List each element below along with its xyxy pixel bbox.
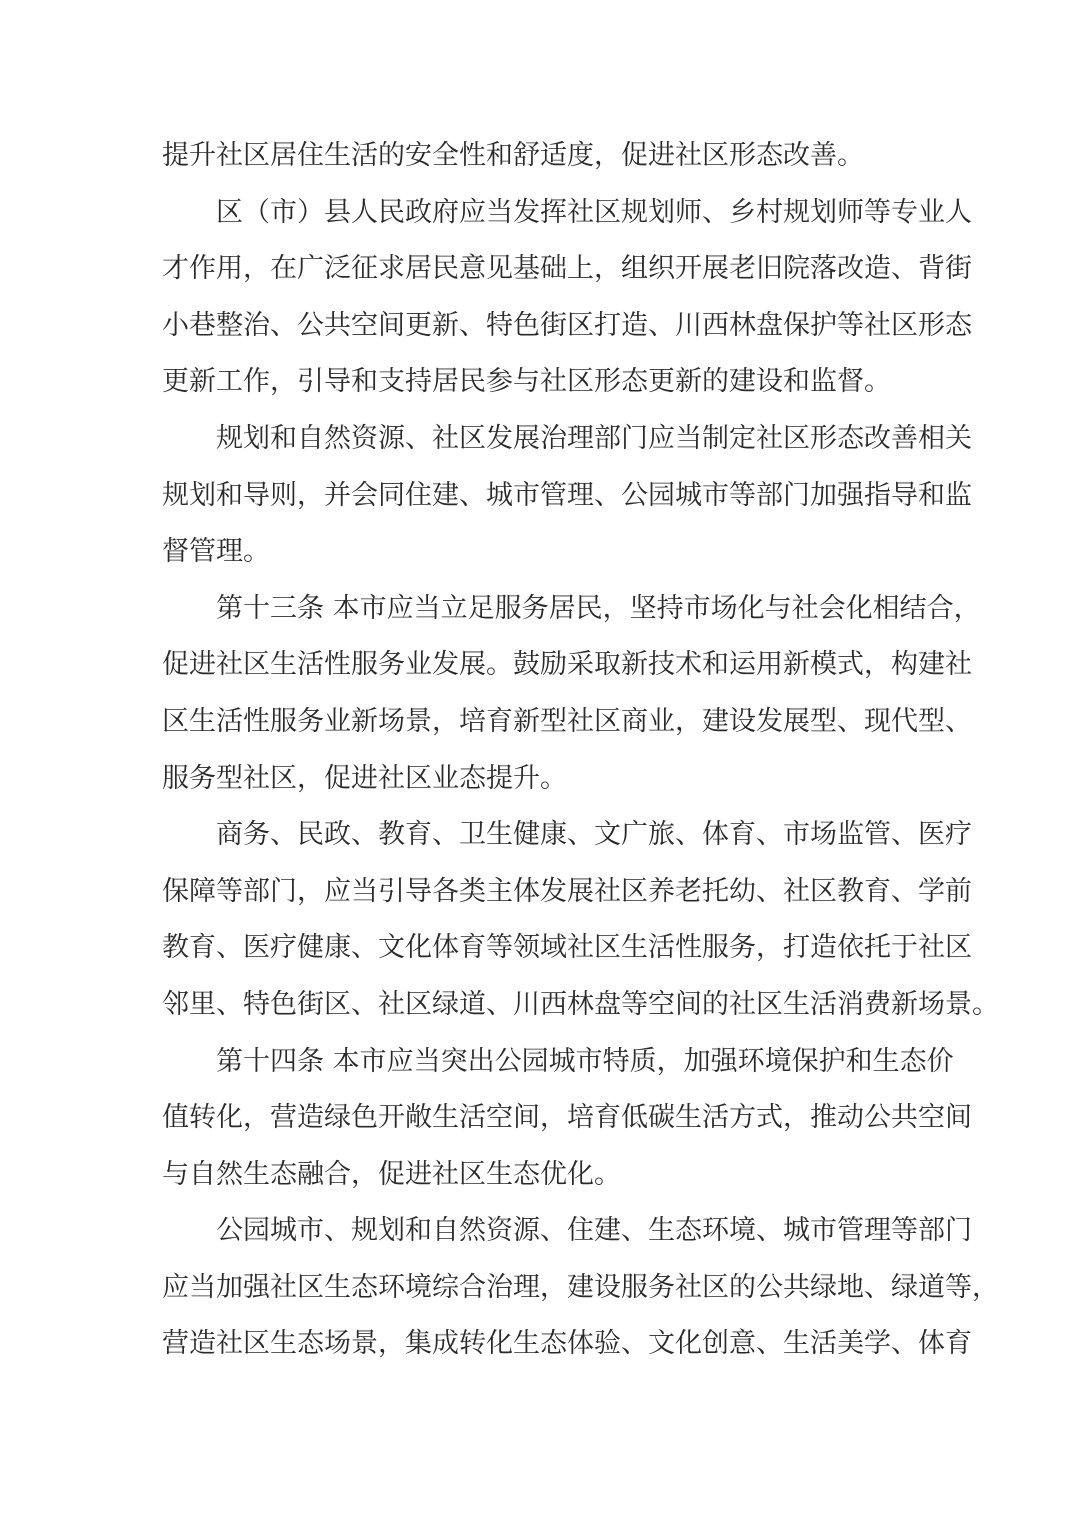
article-13-line: 第十三条 本市应当立足服务居民，坚持市场化与社会化相结合，	[216, 592, 981, 624]
text-line: 促进社区生活性服务业发展。鼓励采取新技术和运用新模式，构建社	[162, 649, 972, 681]
text-line: 更新工作，引导和支持居民参与社区形态更新的建设和监督。	[162, 366, 891, 398]
text-line: 才作用，在广泛征求居民意见基础上，组织开展老旧院落改造、背街	[162, 253, 972, 285]
text-line: 邻里、特色街区、社区绿道、川西林盘等空间的社区生活消费新场景。	[162, 988, 999, 1020]
text-line: 区（市）县人民政府应当发挥社区规划师、乡村规划师等专业人	[216, 196, 972, 228]
text-line: 提升社区居住生活的安全性和舒适度，促进社区形态改善。	[162, 140, 864, 171]
text-line: 区生活性服务业新场景，培育新型社区商业，建设发展型、现代型、	[162, 705, 972, 737]
text-line: 公园城市、规划和自然资源、住建、生态环境、城市管理等部门	[216, 1215, 972, 1247]
document-body	[162, 128, 999, 1373]
text-line: 教育、医疗健康、文化体育等领域社区生活性服务，打造依托于社区	[162, 932, 972, 964]
text-line: 服务型社区，促进社区业态提升。	[162, 762, 567, 794]
text-line: 营造社区生态场景，集成转化生态体验、文化创意、生活美学、体育	[162, 1328, 972, 1360]
text-line: 与自然生态融合，促进社区生态优化。	[162, 1158, 621, 1190]
text-line: 应当加强社区生态环境综合治理，建设服务社区的公共绿地、绿道等，	[162, 1271, 999, 1303]
text-line: 小巷整治、公共空间更新、特色街区打造、川西林盘保护等社区形态	[162, 309, 972, 341]
text-line: 督管理。	[162, 536, 270, 568]
article-14-line: 第十四条 本市应当突出公园城市特质，加强环境保护和生态价	[216, 1045, 954, 1077]
text-line: 规划和导则，并会同住建、城市管理、公园城市等部门加强指导和监	[162, 479, 972, 511]
text-line: 商务、民政、教育、卫生健康、文广旅、体育、市场监管、医疗	[216, 819, 972, 851]
text-line: 规划和自然资源、社区发展治理部门应当制定社区形态改善相关	[216, 422, 972, 454]
text-line: 保障等部门，应当引导各类主体发展社区养老托幼、社区教育、学前	[162, 875, 972, 907]
text-line: 值转化，营造绿色开敞生活空间，培育低碳生活方式，推动公共空间	[162, 1102, 972, 1134]
